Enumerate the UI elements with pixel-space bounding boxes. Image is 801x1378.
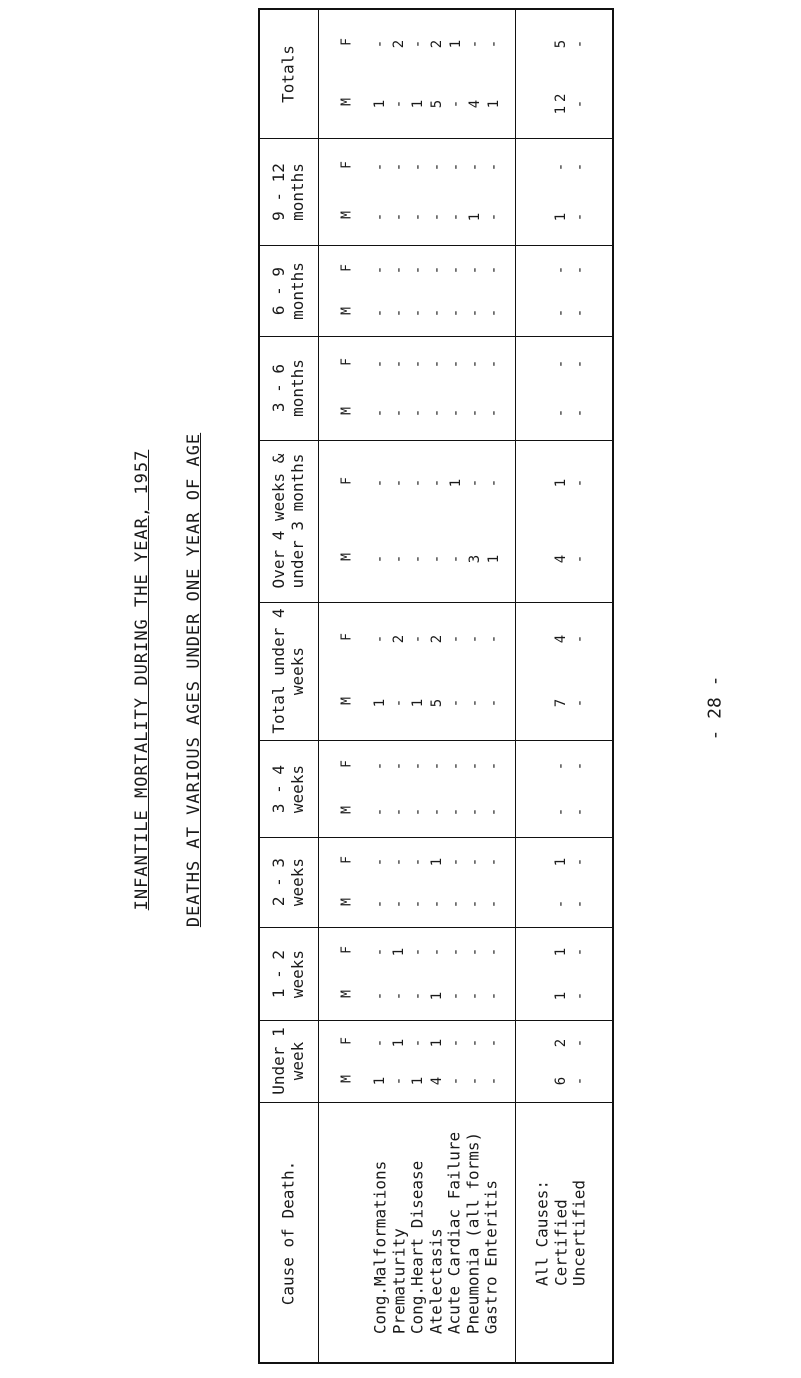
cause-label: Cong.Malformations [370, 1160, 390, 1335]
footer-divider [515, 10, 516, 1362]
total-value-m: - [572, 803, 588, 817]
cell-value-m: - [391, 208, 407, 222]
cause-label: Pneumonia (all forms) [462, 1131, 482, 1335]
cell-value-m: - [372, 304, 388, 317]
cell-value-f: - [410, 758, 426, 771]
total-value-f: 2 [553, 1034, 569, 1047]
cell-value-f: - [372, 758, 388, 771]
band-divider [260, 1020, 612, 1021]
cell-value-f: - [429, 474, 445, 487]
cell-value-m: 1 [429, 987, 445, 1001]
cell-value-m: - [391, 404, 407, 418]
cell-value-m: - [448, 404, 464, 418]
cause-label: Gastro Enteritis [481, 1180, 501, 1335]
cell-value-f: - [372, 261, 388, 274]
total-value-f: - [572, 630, 588, 643]
cell-value-m: - [486, 304, 502, 317]
sex-label-f: F [339, 760, 355, 769]
total-value-m: - [572, 404, 588, 418]
cell-value-f: - [467, 474, 483, 487]
cell-value-m: - [391, 695, 407, 708]
total-value-m: - [572, 695, 588, 708]
cell-value-m: - [448, 208, 464, 222]
cell-value-m: 1 [410, 95, 426, 109]
cell-value-f: - [410, 853, 426, 866]
total-value-f: 1 [553, 474, 569, 487]
cell-value-m: - [410, 987, 426, 1001]
cell-value-f: - [372, 355, 388, 369]
cell-value-m: - [429, 404, 445, 418]
cell-value-f: - [410, 355, 426, 369]
column-header: Totals [278, 45, 298, 103]
sex-label-m: M [339, 552, 355, 561]
cell-value-m: 1 [372, 695, 388, 708]
cell-value-m: - [372, 404, 388, 418]
total-value-m: - [553, 404, 569, 418]
cell-value-m: - [410, 803, 426, 817]
cell-value-f: - [448, 355, 464, 369]
total-value-m: 4 [553, 550, 569, 563]
band-divider [260, 602, 612, 603]
total-value-m: - [572, 304, 588, 317]
cell-value-f: - [467, 630, 483, 643]
cell-value-m: - [467, 695, 483, 708]
total-value-m: - [572, 95, 588, 109]
cell-value-m: - [372, 550, 388, 563]
sex-label-f: F [339, 160, 355, 169]
mortality-table [258, 8, 614, 1364]
cell-value-f: - [429, 355, 445, 369]
cell-value-f: - [467, 261, 483, 274]
cell-value-f: - [391, 355, 407, 369]
cell-value-f: 1 [448, 35, 464, 49]
sex-label-m: M [339, 211, 355, 219]
cell-value-f: - [391, 758, 407, 771]
cell-value-m: - [391, 803, 407, 817]
sex-label-f: F [339, 38, 355, 46]
sex-label-f: F [339, 1036, 355, 1045]
cell-value-m: - [429, 803, 445, 817]
sex-label-m: M [339, 990, 355, 998]
cell-value-f: - [391, 853, 407, 866]
total-value-m: - [553, 803, 569, 817]
cell-value-m: - [391, 304, 407, 317]
total-value-f: 1 [553, 944, 569, 957]
header-divider [318, 10, 319, 1362]
cell-value-m: - [448, 95, 464, 109]
column-header: Over 4 weeks & under 3 months [269, 453, 307, 589]
cell-value-f: - [448, 630, 464, 643]
cell-value-f: - [467, 35, 483, 49]
cell-value-f: - [429, 261, 445, 274]
cell-value-f: - [410, 630, 426, 643]
band-divider [260, 837, 612, 838]
cell-value-m: - [372, 987, 388, 1001]
cell-value-m: - [448, 987, 464, 1001]
cell-value-f: - [372, 474, 388, 487]
cell-value-m: 1 [486, 550, 502, 563]
band-divider [260, 1102, 612, 1103]
total-value-m: - [572, 987, 588, 1001]
cause-list [371, 1132, 501, 1334]
total-value-f: 5 [553, 35, 569, 49]
sex-label-m: M [339, 98, 355, 107]
cell-value-m: - [486, 803, 502, 817]
cell-value-m: - [467, 304, 483, 317]
column-header: 2 - 3 weeks [269, 857, 307, 907]
total-value-f: - [572, 944, 588, 957]
band-divider [260, 740, 612, 741]
cell-value-m: - [429, 550, 445, 563]
cell-value-m: - [486, 987, 502, 1001]
sex-label-m: M [339, 897, 355, 906]
total-value-m: 6 [553, 1072, 569, 1086]
cell-value-f: - [448, 1034, 464, 1047]
cell-value-m: - [448, 304, 464, 317]
sex-label-f: F [339, 358, 355, 366]
total-value-f: - [553, 355, 569, 369]
sex-label-f: F [339, 855, 355, 864]
cell-value-f: - [372, 853, 388, 866]
cell-value-f: - [429, 158, 445, 171]
cell-value-m: - [372, 803, 388, 817]
cell-value-f: - [486, 355, 502, 369]
cause-label: Cong.Heart Disease [407, 1160, 427, 1335]
band-divider [260, 440, 612, 441]
cell-value-f: - [410, 35, 426, 49]
cell-value-f: - [448, 158, 464, 171]
cell-value-m: 4 [467, 95, 483, 109]
sex-label-m: M [339, 1075, 355, 1083]
cell-value-f: - [467, 853, 483, 866]
column-header: Under 1 week [269, 1027, 307, 1095]
cell-value-m: - [429, 304, 445, 317]
total-value-m: 1 [553, 987, 569, 1001]
cell-value-m: - [391, 550, 407, 563]
cell-value-m: - [486, 208, 502, 222]
cell-value-m: - [429, 895, 445, 909]
cell-value-f: - [372, 630, 388, 643]
cell-value-m: 1 [372, 95, 388, 109]
band-divider [260, 336, 612, 337]
column-header: 1 - 2 weeks [269, 949, 307, 998]
cell-value-f: - [410, 158, 426, 171]
cell-value-f: - [486, 758, 502, 771]
cell-value-f: - [486, 630, 502, 643]
total-value-m: 1 [553, 208, 569, 222]
cell-value-m: 1 [486, 95, 502, 109]
cause-label: Prematurity [388, 1228, 408, 1335]
cell-value-f: - [448, 261, 464, 274]
cell-value-f: - [486, 1034, 502, 1047]
cell-value-f: 2 [429, 630, 445, 643]
column-header: 6 - 9 months [269, 261, 307, 320]
cell-value-m: - [448, 695, 464, 708]
cell-value-f: 1 [429, 1034, 445, 1047]
total-value-m: 7 [553, 695, 569, 708]
cell-value-f: - [391, 158, 407, 171]
cell-value-m: - [486, 895, 502, 909]
band-divider [260, 138, 612, 139]
column-header: 3 - 6 months [269, 359, 307, 417]
cell-value-m: - [486, 404, 502, 418]
total-value-f: - [553, 758, 569, 771]
total-value-f: - [572, 355, 588, 369]
cell-value-f: - [467, 1034, 483, 1047]
total-value-f: - [572, 758, 588, 771]
cell-value-m: - [467, 1072, 483, 1086]
cell-value-m: - [448, 550, 464, 563]
sex-label-m: M [339, 697, 355, 706]
cell-value-m: 1 [410, 695, 426, 708]
cell-value-m: - [448, 1072, 464, 1086]
cell-value-f: - [410, 474, 426, 487]
title-block [108, 285, 208, 1075]
cell-value-m: - [486, 1072, 502, 1086]
page-number-box [695, 675, 735, 741]
cell-value-f: 2 [391, 630, 407, 643]
cell-value-m: - [410, 208, 426, 222]
cell-value-f: - [486, 944, 502, 957]
cell-value-f: - [410, 944, 426, 957]
total-value-m: - [572, 895, 588, 909]
total-value-m: - [572, 1072, 588, 1086]
cell-value-m: - [467, 895, 483, 909]
sex-label-m: M [339, 805, 355, 814]
cell-value-f: 2 [429, 35, 445, 49]
total-value-f: - [572, 474, 588, 487]
cell-value-m: 5 [429, 95, 445, 109]
cell-value-f: 1 [391, 944, 407, 957]
cell-value-m: 1 [467, 208, 483, 222]
cell-value-m: - [391, 1072, 407, 1086]
cell-value-f: - [467, 944, 483, 957]
total-value-f: - [572, 853, 588, 866]
cause-label: Acute Cardiac Failure [444, 1131, 464, 1335]
cell-value-f: - [467, 158, 483, 171]
cell-value-m: - [467, 803, 483, 817]
cell-value-m: 1 [410, 1072, 426, 1086]
footer-cause-list [533, 1180, 589, 1286]
total-value-f: 4 [553, 630, 569, 643]
footer-cause-label: All Causes: [532, 1180, 552, 1286]
cell-value-m: - [448, 895, 464, 909]
cell-value-f: - [486, 853, 502, 866]
footer-cause-label: Certified [550, 1199, 570, 1286]
cell-value-f: 1 [448, 474, 464, 487]
cell-value-m: - [391, 895, 407, 909]
cell-value-m: - [372, 895, 388, 909]
cause-label: Atelectasis [425, 1228, 445, 1335]
cell-value-f: 2 [391, 35, 407, 49]
cell-value-f: - [429, 758, 445, 771]
cell-value-f: - [429, 944, 445, 957]
cell-value-f: - [486, 35, 502, 49]
cell-value-m: - [391, 95, 407, 109]
sex-label-f: F [339, 946, 355, 955]
cell-value-m: - [410, 550, 426, 563]
cell-value-m: 1 [372, 1072, 388, 1086]
cell-value-f: - [372, 944, 388, 957]
cell-value-m: 4 [429, 1072, 445, 1086]
cell-value-m: - [467, 987, 483, 1001]
cell-value-f: - [410, 1034, 426, 1047]
total-value-m: - [553, 895, 569, 909]
cell-value-f: 1 [391, 1034, 407, 1047]
cell-value-f: - [486, 158, 502, 171]
cell-value-f: - [448, 944, 464, 957]
page-number: - 28 - [704, 675, 726, 741]
cell-value-m: - [467, 404, 483, 418]
total-value-f: - [572, 158, 588, 171]
stub-header: Cause of Death. [278, 1160, 298, 1306]
cell-value-m: 5 [429, 695, 445, 708]
cell-value-m: - [410, 895, 426, 909]
total-value-m: - [572, 208, 588, 222]
band-divider [260, 245, 612, 246]
footer-cause-label: Uncertified [569, 1180, 589, 1286]
cell-value-f: - [448, 758, 464, 771]
sex-label-f: F [339, 263, 355, 272]
sex-label-m: M [339, 406, 355, 415]
cell-value-m: - [372, 208, 388, 222]
total-value-f: - [572, 35, 588, 49]
total-value-f: - [572, 1034, 588, 1047]
cell-value-m: - [410, 304, 426, 317]
total-value-f: - [553, 261, 569, 274]
document-title: INFANTILE MORTALITY DURING THE YEAR, 1957 [132, 449, 152, 911]
cell-value-f: - [372, 35, 388, 49]
total-value-f: - [553, 158, 569, 171]
cell-value-m: - [486, 695, 502, 708]
cell-value-m: - [448, 803, 464, 817]
band-divider [260, 927, 612, 928]
cell-value-f: - [372, 158, 388, 171]
total-value-m: 12 [553, 89, 569, 115]
document-subtitle: DEATHS AT VARIOUS AGES UNDER ONE YEAR OF AGE [184, 432, 204, 928]
cell-value-f: - [467, 758, 483, 771]
cell-value-m: - [391, 987, 407, 1001]
cell-value-f: - [410, 261, 426, 274]
total-value-f: - [572, 261, 588, 274]
cell-value-f: 1 [429, 853, 445, 866]
column-header: 9 - 12 months [269, 162, 307, 221]
cell-value-f: - [372, 1034, 388, 1047]
sex-label-f: F [339, 476, 355, 485]
total-value-m: - [553, 304, 569, 317]
cell-value-f: - [391, 474, 407, 487]
cell-value-m: - [429, 208, 445, 222]
cell-value-f: - [486, 261, 502, 274]
sex-label-m: M [339, 306, 355, 315]
cell-value-m: - [410, 404, 426, 418]
total-value-f: 1 [553, 853, 569, 866]
total-value-m: - [572, 550, 588, 563]
cell-value-f: - [391, 261, 407, 274]
cell-value-m: 3 [467, 550, 483, 563]
column-header: Total under 4 weeks [269, 608, 307, 734]
column-header: 3 - 4 weeks [269, 764, 307, 813]
cell-value-f: - [448, 853, 464, 866]
cell-value-f: - [486, 474, 502, 487]
cell-value-f: - [467, 355, 483, 369]
sex-label-f: F [339, 632, 355, 641]
